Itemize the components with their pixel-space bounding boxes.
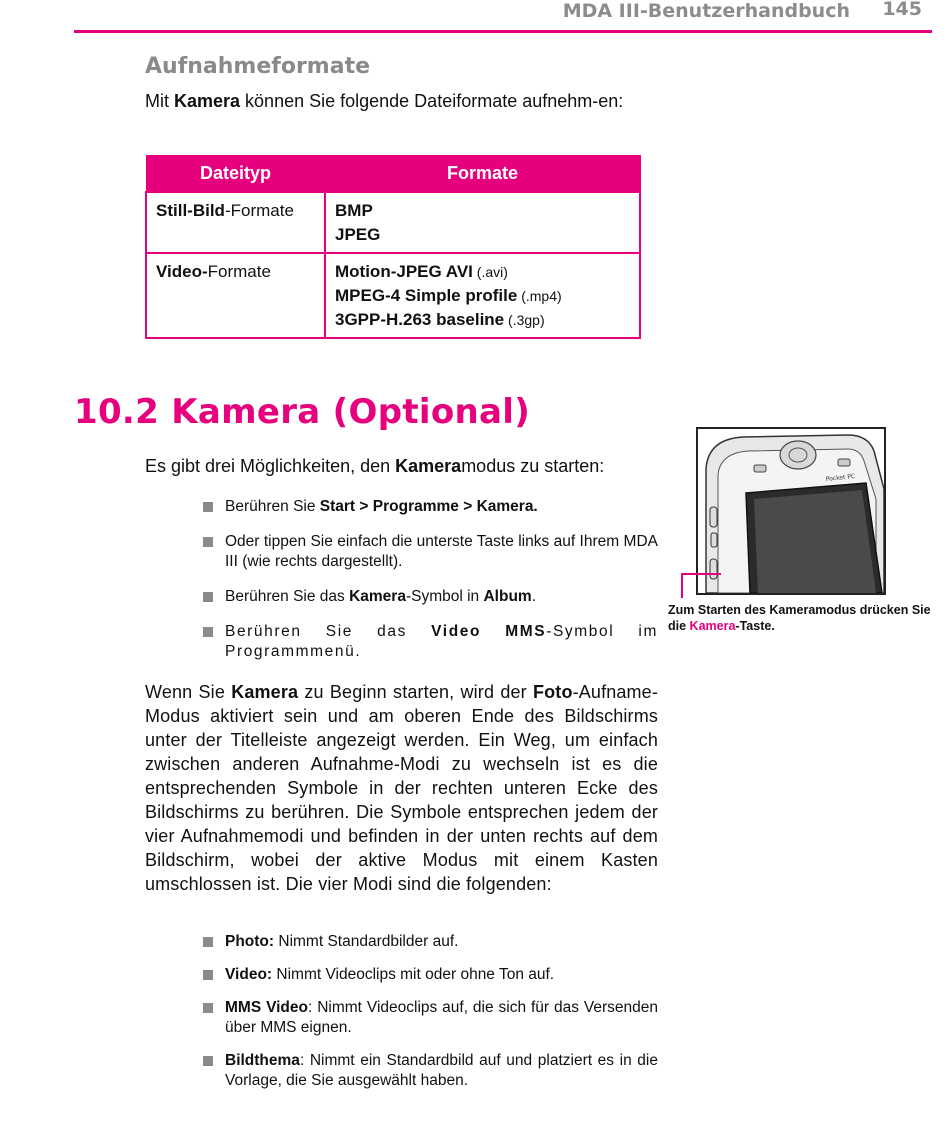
bullet-square-icon	[203, 1003, 213, 1013]
figure-caption: Zum Starten des Kameramodus drücken Sie die Kamera-Taste.	[668, 603, 931, 633]
table-row	[146, 192, 640, 253]
bullet-square-icon	[203, 627, 213, 637]
capture-modes-list	[225, 932, 658, 1091]
start-options-list	[225, 497, 658, 662]
bullet-square-icon	[203, 537, 213, 547]
header-rule	[74, 30, 932, 33]
intro-paragraph: Mit Kamera können Sie folgende Dateiformate aufnehm-en:	[145, 91, 624, 111]
list-item: Berühren Sie das Video MMS-Symbol im Programmmenü.	[225, 622, 658, 662]
modes-paragraph: Wenn Sie Kamera zu Beginn starten, wird der Foto-Aufname-Modus aktiviert sein und am oberen Ende des Bildschirms unter der Titelleiste angezeigt werden. Ein Weg, um einfach zwischen anderen Aufnahme-Modi zu wechseln ist es die entsprechenden Symbole in der rechten unteren Ecke des Bildschirms zu berühren. Die Symbole entsprechen jedem der vier Aufnahmemodi und befinden in der unten rechts auf dem Bildschirm, wobei der aktive Modus mit einem Kasten umschlossen ist. Die vier Modi sind die folgenden:	[145, 682, 658, 894]
list-item: MMS Video: Nimmt Videoclips auf, die sich für das Versenden über MMS eignen.	[225, 998, 658, 1038]
running-header-title: MDA III-Benutzerhandbuch	[562, 0, 850, 22]
start-paragraph: Es gibt drei Möglichkeiten, den Kameramodus zu starten:	[145, 456, 605, 476]
callout-line	[681, 573, 721, 575]
bullet-square-icon	[203, 592, 213, 602]
table-row	[146, 253, 640, 338]
device-brand-label: Pocket PC	[825, 472, 856, 483]
table-cell-formats: Motion-JPEG AVI (.avi) MPEG-4 Simple profile (.mp4) 3GPP-H.263 baseline (.3gp)	[325, 253, 640, 338]
col-header-dateityp: Dateityp	[146, 156, 325, 193]
chapter-heading: 10.2 Kamera (Optional)	[74, 392, 531, 432]
pocket-pc-drawing	[698, 429, 884, 593]
table-cell-type: Video-Formate	[146, 253, 325, 338]
formats-table	[145, 155, 641, 339]
section-heading: Aufnahmeformate	[145, 54, 371, 79]
callout-line	[681, 573, 683, 598]
list-item: Berühren Sie das Kamera-Symbol in Album.	[225, 587, 658, 607]
bullet-square-icon	[203, 1056, 213, 1066]
list-item: Video: Nimmt Videoclips mit oder ohne Ton auf.	[225, 965, 658, 985]
page-number: 145	[882, 0, 922, 20]
bullet-square-icon	[203, 937, 213, 947]
table-cell-type: Still-Bild-Formate	[146, 192, 325, 253]
list-item: Photo: Nimmt Standardbilder auf.	[225, 932, 658, 952]
list-item: Berühren Sie Start > Programme > Kamera.	[225, 497, 658, 517]
list-item: Oder tippen Sie einfach die unterste Taste links auf Ihrem MDA III (wie rechts dargestellt).	[225, 532, 658, 572]
list-item: Bildthema: Nimmt ein Standardbild auf und platziert es in die Vorlage, die Sie ausgewählt haben.	[225, 1051, 658, 1091]
bullet-square-icon	[203, 502, 213, 512]
table-header-row	[146, 156, 640, 193]
table-cell-formats: BMP JPEG	[325, 192, 640, 253]
col-header-formate: Formate	[325, 156, 640, 193]
device-illustration	[696, 427, 886, 595]
bullet-square-icon	[203, 970, 213, 980]
